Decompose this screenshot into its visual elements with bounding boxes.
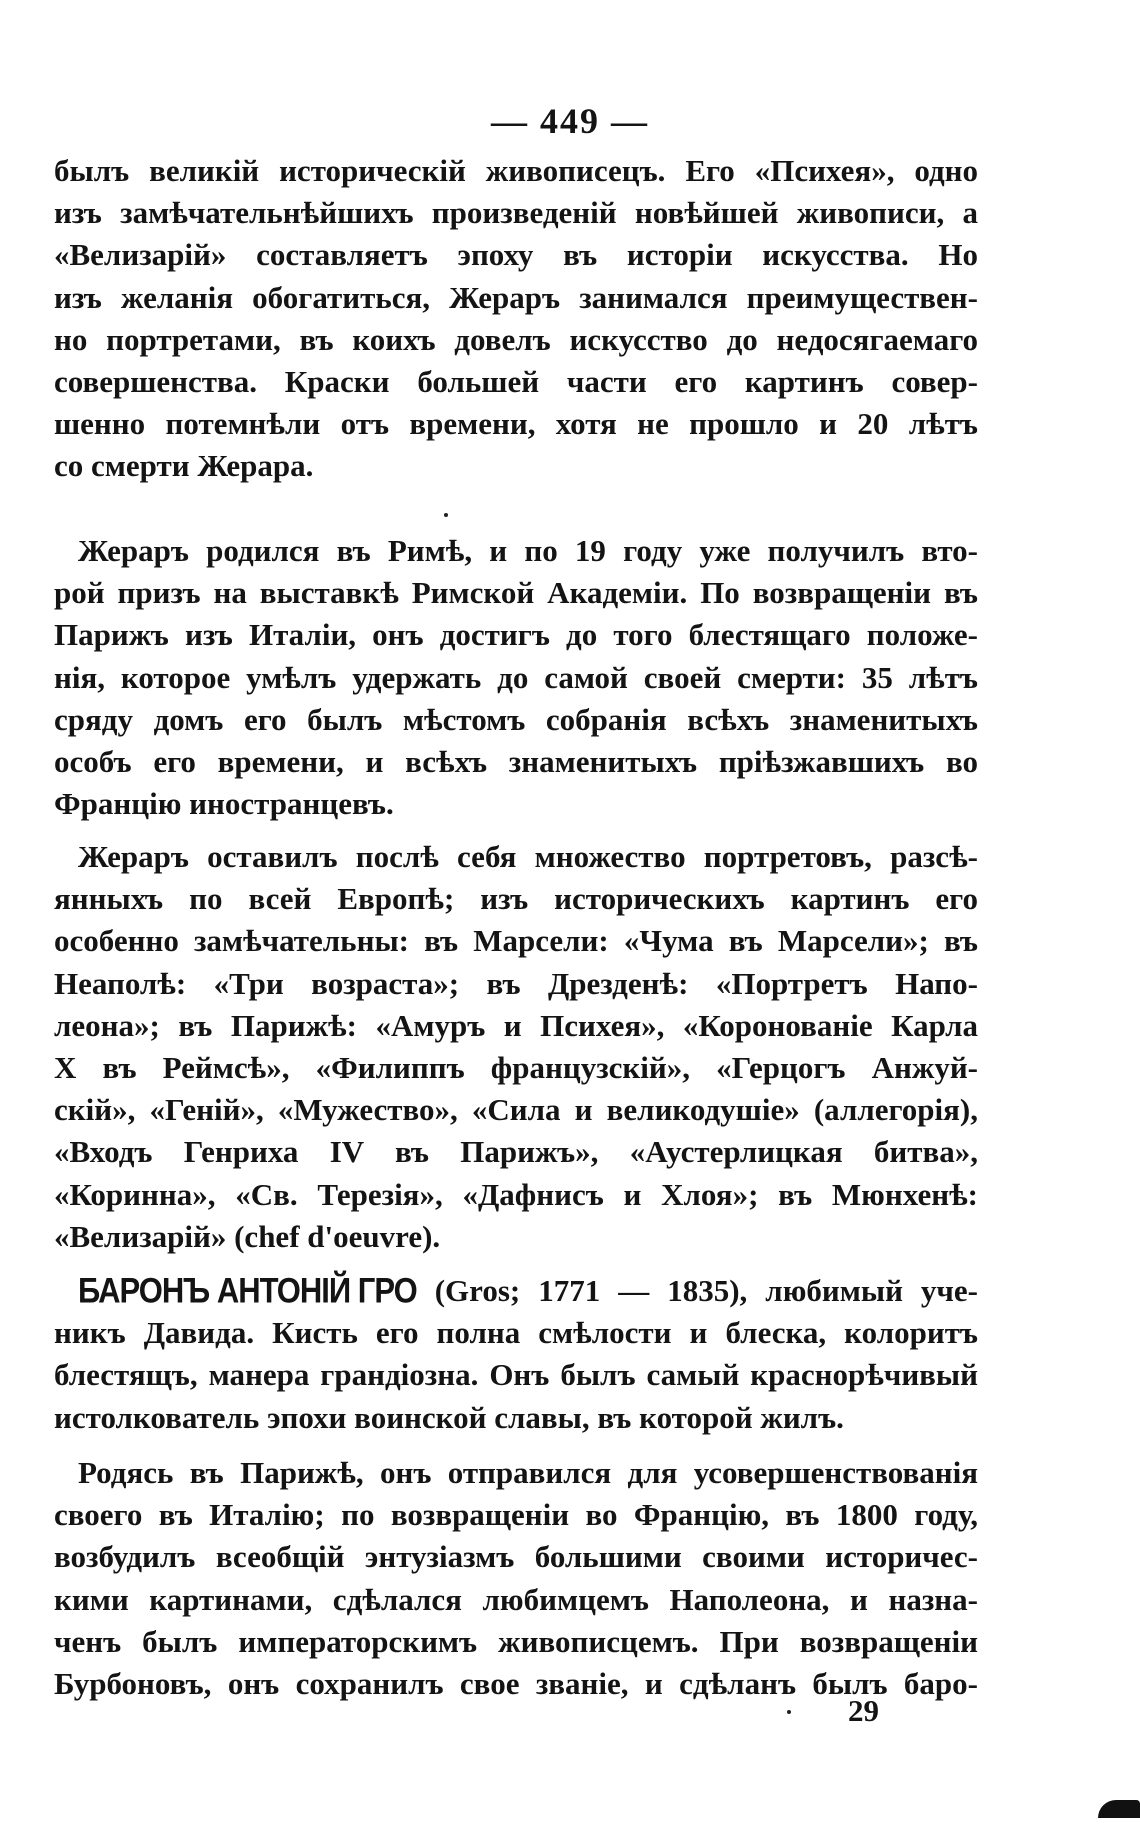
text-line: никъ Давида. Кисть его полна смѣлости и блеска, колоритъ bbox=[54, 1315, 978, 1351]
text-line: кими картинами, сдѣлался любимцемъ Наполеона, и назна- bbox=[54, 1581, 978, 1617]
text-line: скій», «Геній», «Мужество», «Сила и великодушіе» (аллегорія), bbox=[54, 1092, 978, 1128]
text-line: совершенства. Краски большей части его картинъ совер- bbox=[54, 363, 978, 399]
signature-mark: 29 bbox=[848, 1693, 879, 1728]
text-line bbox=[54, 1270, 978, 1312]
text-line: X въ Реймсѣ», «Филиппъ французскій», «Герцогъ Анжуй- bbox=[54, 1049, 978, 1085]
text-line: леона»; въ Парижѣ: «Амуръ и Психея», «Коронованіе Карла bbox=[54, 1007, 978, 1043]
paragraph-2 bbox=[54, 530, 978, 825]
text-line: «Коринна», «Св. Терезія», «Дафнисъ и Хлоя»; въ Мюнхенѣ: bbox=[54, 1176, 978, 1212]
text-line: сряду домъ его былъ мѣстомъ собранія всѣхъ знаменитыхъ bbox=[54, 701, 978, 737]
ink-speck bbox=[444, 513, 448, 517]
text-line: ченъ былъ императорскимъ живописцемъ. При возвращеніи bbox=[54, 1623, 978, 1659]
text-line: нія, которое умѣлъ удержать до самой своей смерти: 35 лѣтъ bbox=[54, 659, 978, 695]
text-line: «Велизарій» составляетъ эпоху въ исторіи искусства. Но bbox=[54, 237, 978, 273]
text-line: рой призъ на выставкѣ Римской Академіи. По возвращеніи въ bbox=[54, 575, 978, 611]
paragraph-5 bbox=[54, 1452, 978, 1705]
text-line: блестящъ, манера грандіозна. Онъ былъ самый краснорѣчивый bbox=[54, 1357, 978, 1393]
text-line: шенно потемнѣли отъ времени, хотя не прошло и 20 лѣтъ bbox=[54, 406, 978, 442]
text-line: особъ его времени, и всѣхъ знаменитыхъ пріѣзжавшихъ во bbox=[54, 743, 978, 779]
text-line: Францію иностранцевъ. bbox=[54, 786, 394, 822]
text-line: своего въ Италію; по возвращеніи во Францію, въ 1800 году, bbox=[54, 1497, 978, 1533]
ink-speck bbox=[787, 1710, 791, 1714]
text-line: изъ желанія обогатиться, Жераръ занимался преимуществен- bbox=[54, 279, 978, 315]
text-line: Парижъ изъ Италіи, онъ достигъ до того блестящаго положе- bbox=[54, 617, 978, 653]
text-line: со смерти Жерара. bbox=[54, 448, 314, 484]
paragraph-3 bbox=[54, 836, 978, 1258]
text-line: Неаполѣ: «Три возраста»; въ Дрезденѣ: «Портретъ Напо- bbox=[54, 965, 978, 1001]
artist-name-heading: БАРОНЪ АНТОНІЙ ГРО bbox=[78, 1270, 417, 1311]
text-line: но портретами, въ коихъ довелъ искусство до недосягаемаго bbox=[54, 321, 978, 357]
text-line: Бурбоновъ, онъ сохранилъ свое званіе, и сдѣланъ былъ баро- bbox=[54, 1665, 978, 1701]
ink-smudge bbox=[1098, 1800, 1140, 1818]
text-line: Родясь въ Парижѣ, онъ отправился для усовершенствованія bbox=[78, 1455, 978, 1490]
text-line: Жераръ родился въ Римѣ, и по 19 году уже получилъ вто- bbox=[78, 533, 978, 568]
text-line: особенно замѣчательны: въ Марсели: «Чума въ Марсели»; въ bbox=[54, 923, 978, 959]
paragraph-1 bbox=[54, 150, 978, 488]
text-line: Жераръ оставилъ послѣ себя множество портретовъ, разсѣ- bbox=[78, 839, 978, 874]
text-line: истолкователь эпохи воинской славы, въ которой жилъ. bbox=[54, 1399, 844, 1435]
text-line: былъ великій историческій живописецъ. Его «Психея», одно bbox=[54, 153, 978, 188]
paragraph-4 bbox=[54, 1270, 978, 1439]
text-line: янныхъ по всей Европѣ; изъ историческихъ картинъ его bbox=[54, 881, 978, 917]
page-number: — 449 — bbox=[491, 101, 649, 141]
text-line: возбудилъ всеобщій энтузіазмъ большими своими историчес- bbox=[54, 1539, 978, 1575]
text-line-continuation: (Gros; 1771 — 1835), любимый уче- bbox=[416, 1273, 978, 1308]
text-line: «Велизарій» (chef d'oeuvre). bbox=[54, 1218, 441, 1254]
text-line: «Входъ Генриха IV въ Парижъ», «Аустерлицкая битва», bbox=[54, 1134, 978, 1170]
text-line: изъ замѣчательнѣйшихъ произведеній новѣйшей живописи, а bbox=[54, 195, 978, 231]
